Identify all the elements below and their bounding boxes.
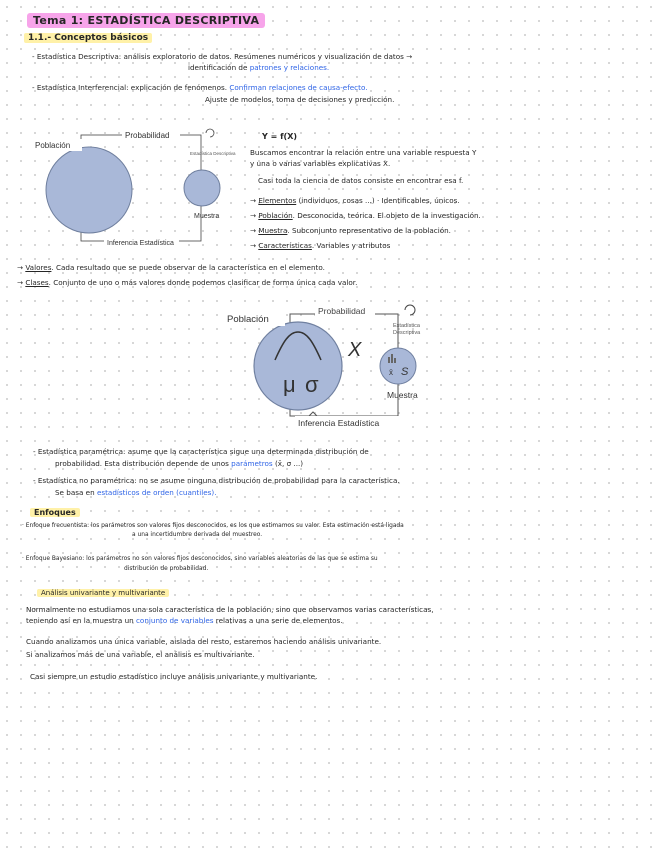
label-probabilidad: Probabilidad [125,131,170,140]
section-heading-conceptos: 1.1.- Conceptos básicos [24,33,152,43]
text-span: teniendo así en la muestra un [26,616,136,625]
term-muestra: Muestra [258,226,288,235]
label-muestra: Muestra [194,213,220,220]
text-span: . Desconocida, teórica. El objeto de la investigación. [292,211,481,220]
text-uni-5: Casi siempre un estudio estadístico incluye análisis univariante y multivariante. [30,672,318,681]
text-noparametrica-1: - Estadística no paramétrica: no se asume ninguna distribución de probabilidad para la característica. [33,476,400,485]
bullet-elementos: → Elementos (individuos, cosas ...) · Identificables, únicos. [250,196,460,205]
page-title: Tema 1: ESTADÍSTICA DESCRIPTIVA [27,13,265,28]
label-probabilidad: Probabilidad [318,306,366,316]
arrow-up-icon [309,412,317,416]
text-parametrica-1: - Estadística paramétrica: asume que la característica sigue una determinada distribución de [33,447,369,456]
text-span: . Cada resultado que se puede observar de la característica en el elemento. [51,263,325,272]
label-poblacion: Población [227,314,269,325]
symbol-mu: μ [283,372,296,397]
term-elementos: Elementos [258,196,297,205]
text-noparametrica-2 [55,488,216,497]
text-parametrica-2 [55,459,303,468]
symbol-s: S [401,366,409,378]
text-descriptiva-2 [188,63,329,72]
text-span: . Variables y atributos [311,241,391,250]
text-span: . Subconjunto representativo de la población. [287,226,451,235]
label-est-desc-1: Estadística [393,323,420,329]
text-casi-toda: Casi toda la ciencia de datos consiste en encontrar esa f. [258,176,464,185]
text-inferencial-1 [32,83,368,92]
term-valores: Valores [25,263,52,272]
term-poblacion: Población [258,211,293,220]
highlight-orden: estadísticos de orden (cuantiles). [96,488,217,497]
bullet-clases: → Clases. Conjunto de uno o más valores donde podemos clasificar de forma única cada valor. [17,278,358,287]
highlight-causa-efecto: Confirman relaciones de causa-efecto. [229,83,368,92]
text-span: probabilidad. Esta distribución depende de unos [55,459,232,468]
term-caracteristicas: Características [258,241,312,250]
symbol-x: X [348,339,362,361]
text-bayesiano-2: distribución de probabilidad. [124,566,209,572]
bullet-caracteristicas: → Características. Variables y atributos [250,241,391,250]
label-inferencia: Inferencia Estadística [107,240,174,247]
label-muestra: Muestra [387,390,418,400]
text-uni-3: Cuando analizamos una única variable, aislada del resto, estaremos haciendo análisis univariante. [26,637,382,646]
highlight-conjunto-variables: conjunto de variables [135,616,214,625]
section-heading-enfoques: Enfoques [30,508,80,517]
text-span: relativas a una serie de elementos. [213,616,343,625]
highlight-patrones: patrones y relaciones. [249,63,330,72]
text-inferencial-2: Ajuste de modelos, toma de decisiones y predicción. [205,95,395,104]
text-span: - Estadística Interferencial: explicación de fenómenos. [32,83,228,92]
population-circle [254,322,342,410]
text-uni-4: Si analizamos más de una variable, el análisis es multivariante. [26,650,255,659]
symbol-sigma: σ [305,372,319,397]
diagram-small [30,125,255,250]
label-est-desc-2: Descriptiva [393,330,421,336]
bullet-valores: → Valores. Cada resultado que se puede observar de la característica en el elemento. [17,263,325,272]
text-span: Se basa en [55,488,97,497]
term-clases: Clases [25,278,49,287]
histogram-bar [391,354,393,363]
sample-circle [380,348,416,384]
symbol-xbar: x̄ [389,368,393,377]
section-heading-univariante: Análisis univariante y multivariante [37,589,169,597]
text-bayesiano-1: · Enfoque Bayesiano: los parámetros no son valores fijos desconocidos, sino variables aleatorias de las que se estima su [22,556,378,562]
diagram-large [225,302,460,434]
text-span: identificación de [188,63,250,72]
refresh-arrow-icon [206,129,214,137]
label-inferencia: Inferencia Estadística [298,418,380,428]
text-buscamos-1: Buscamos encontrar la relación entre una variable respuesta Y [250,148,477,157]
population-circle [46,147,132,233]
text-span: . Conjunto de uno o más valores donde podemos clasificar de forma única cada valor. [48,278,358,287]
text-span: (individuos, cosas ...) · Identificables, únicos. [296,196,460,205]
text-uni-2 [26,616,343,625]
refresh-arrow-icon [405,305,415,315]
sample-circle [184,170,220,206]
highlight-parametros: parámetros [231,459,273,468]
bullet-poblacion: → Población. Desconocida, teórica. El objeto de la investigación. [250,211,481,220]
text-buscamos-2: y una o varias variables explicativas X. [250,159,391,168]
text-span: (x̄, σ ...) [272,459,304,468]
histogram-bar [394,358,396,363]
label-est-desc: Estadística Descriptiva [190,151,236,156]
histogram-bar [388,357,390,363]
label-poblacion: Población [35,141,71,150]
text-descriptiva-1: - Estadística Descriptiva: análisis exploratorio de datos. Resúmenes numéricos y visualización de datos → [32,52,413,61]
text-uni-1: Normalmente no estudiamos una sola característica de la población, sino que observamos varias características, [26,605,434,614]
text-frecuentista-2: a una incertidumbre derivada del muestreo. [132,532,263,538]
formula: Y = f(X) [262,132,298,141]
text-frecuentista-1: · Enfoque frecuentista: los parámetros son valores fijos desconocidos, es los que estimamos su valor. Esta estimación está ligada [22,523,404,529]
bullet-muestra: → Muestra. Subconjunto representativo de la población. [250,226,451,235]
